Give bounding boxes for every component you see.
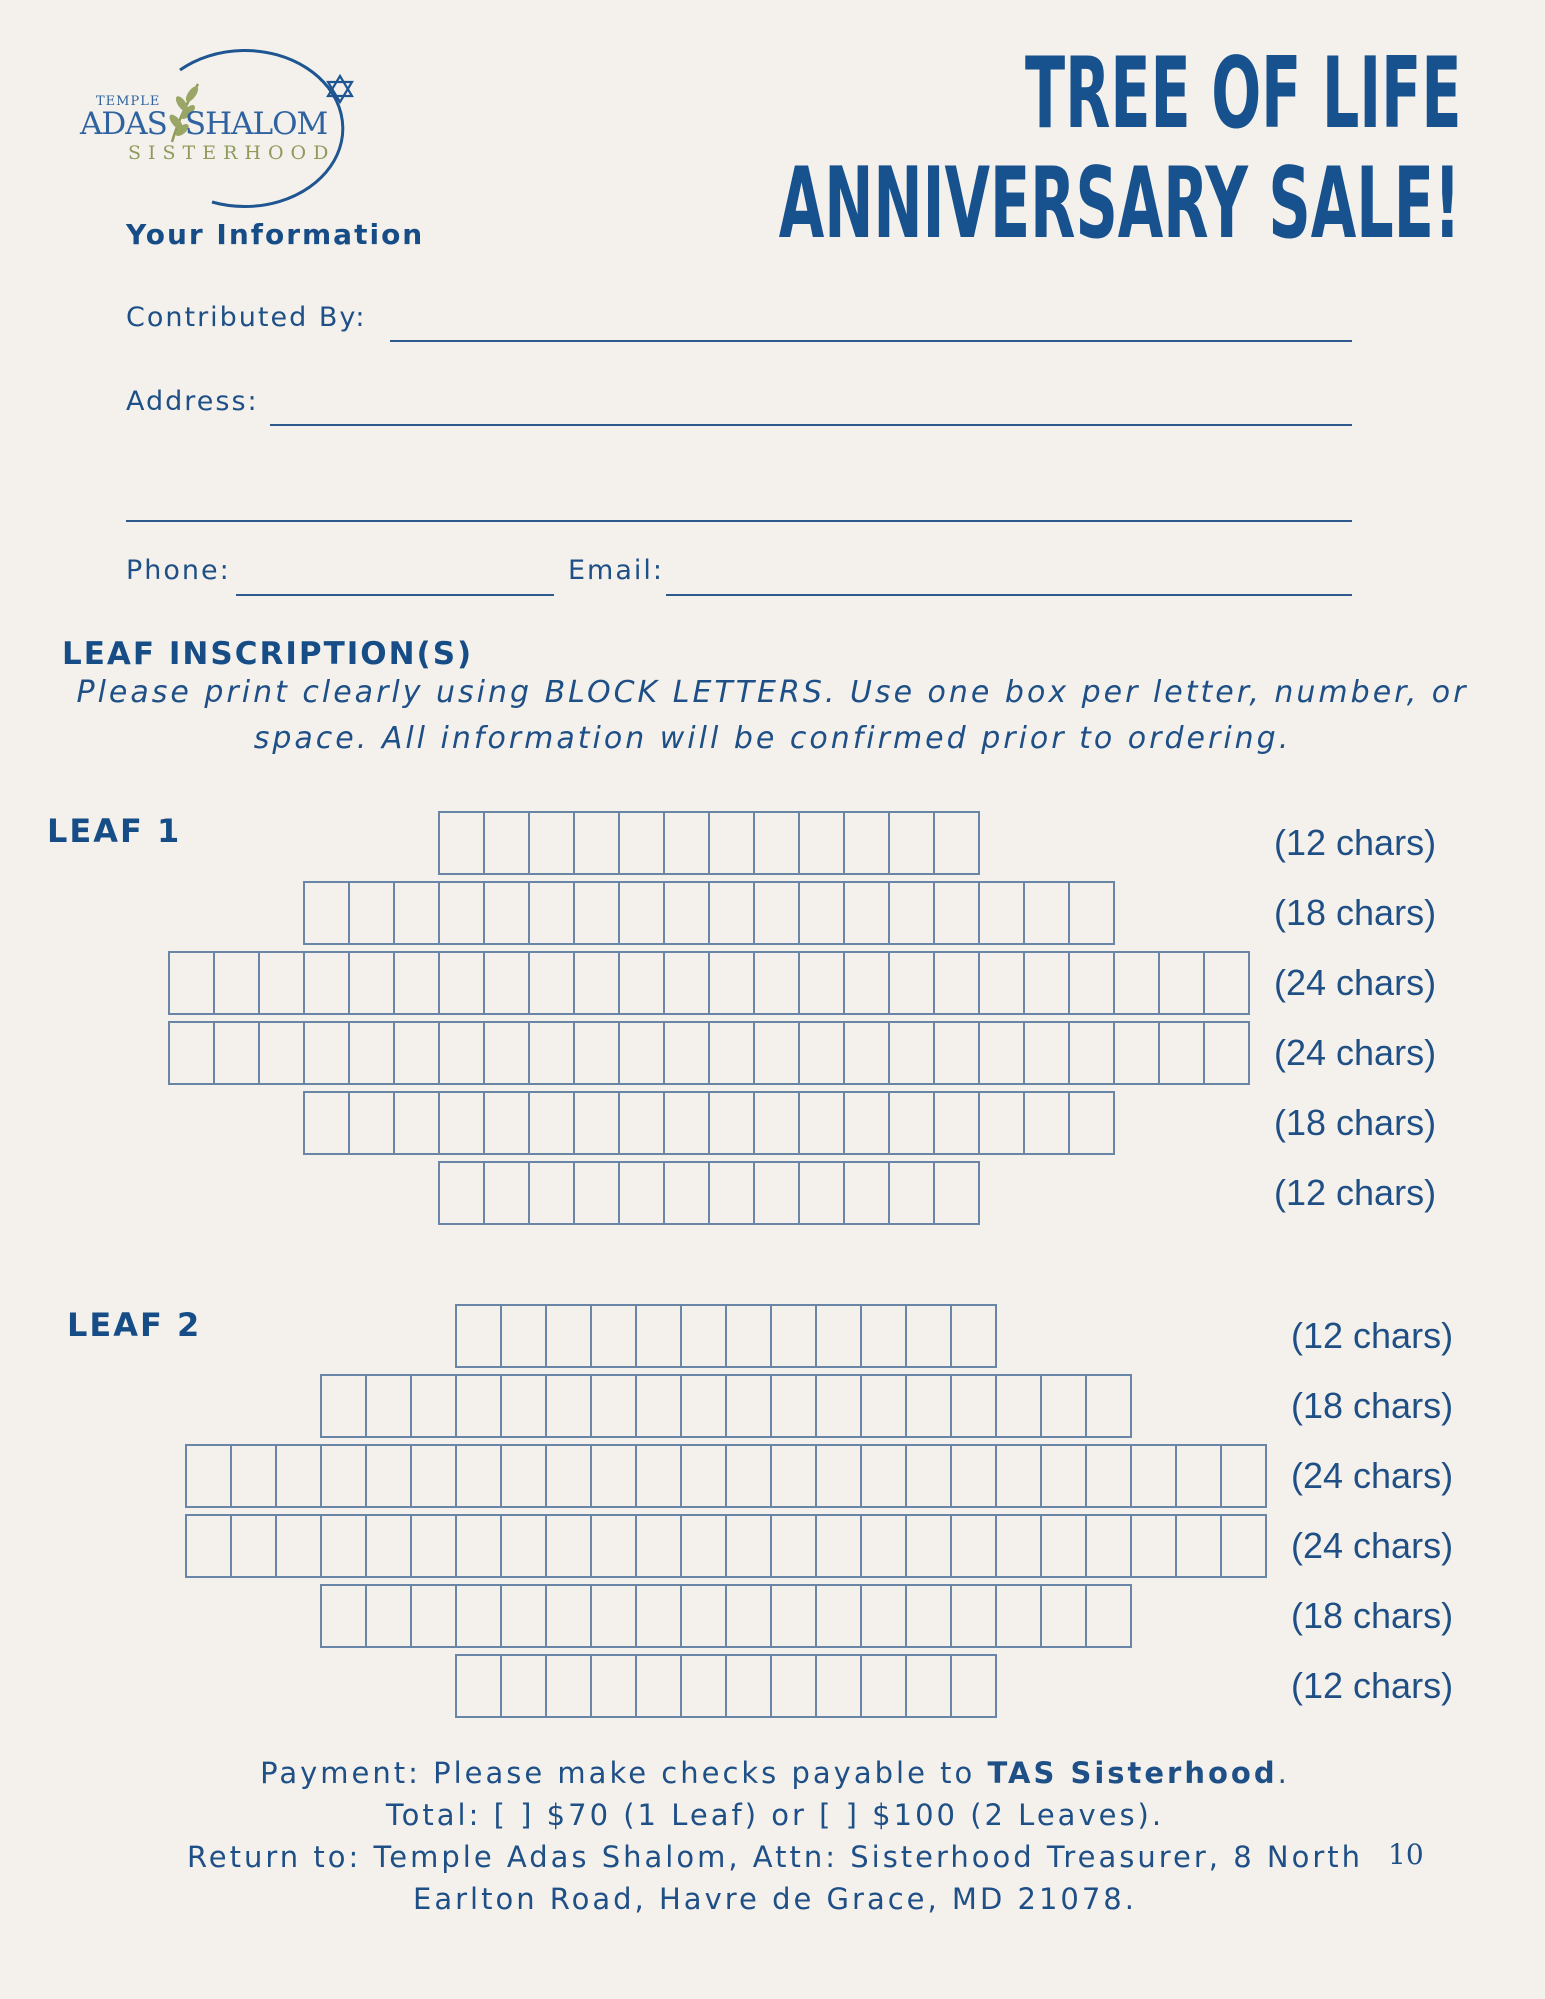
row-char-count-label: (24 chars) [1274, 1032, 1437, 1073]
letter-box[interactable] [933, 1161, 980, 1225]
leaf-2-row-6 [455, 1654, 995, 1718]
letter-box[interactable] [725, 1304, 772, 1368]
letter-box[interactable] [753, 1161, 800, 1225]
letter-box[interactable] [798, 881, 845, 945]
row-char-count-label: (18 chars) [1291, 1385, 1454, 1426]
letter-box[interactable] [798, 1161, 845, 1225]
letter-box[interactable] [438, 1021, 485, 1085]
letter-box[interactable] [303, 951, 350, 1015]
return-line-2: Earlton Road, Havre de Grace, MD 21078. [413, 1882, 1137, 1916]
letter-box[interactable] [303, 1021, 350, 1085]
letter-box[interactable] [258, 1021, 305, 1085]
letter-box[interactable] [888, 1021, 935, 1085]
star-of-david-icon [325, 74, 355, 104]
letter-box[interactable] [905, 1654, 952, 1718]
letter-box[interactable] [663, 1021, 710, 1085]
letter-box[interactable] [950, 1584, 997, 1648]
letter-box[interactable] [950, 1514, 997, 1578]
row-char-count-label: (18 chars) [1291, 1595, 1454, 1636]
letter-box[interactable] [798, 1021, 845, 1085]
letter-box[interactable] [725, 1444, 772, 1508]
letter-box[interactable] [185, 1514, 232, 1578]
letter-box[interactable] [995, 1374, 1042, 1438]
letter-box[interactable] [528, 811, 575, 875]
letter-box[interactable] [680, 1444, 727, 1508]
letter-box[interactable] [545, 1654, 592, 1718]
logo-temple-text: TEMPLE [96, 94, 161, 109]
letter-box[interactable] [1040, 1584, 1087, 1648]
letter-box[interactable] [483, 811, 530, 875]
letter-box[interactable] [860, 1374, 907, 1438]
letter-box[interactable] [348, 1021, 395, 1085]
letter-box[interactable] [573, 951, 620, 1015]
letter-box[interactable] [618, 1021, 665, 1085]
letter-box[interactable] [348, 951, 395, 1015]
letter-box[interactable] [843, 881, 890, 945]
row-char-count-label: (12 chars) [1274, 1172, 1437, 1213]
payment-instructions [130, 1752, 1420, 1920]
letter-box[interactable] [438, 811, 485, 875]
letter-box[interactable] [618, 881, 665, 945]
leaf-2-row-1 [455, 1304, 995, 1368]
letter-box[interactable] [545, 1514, 592, 1578]
letter-box[interactable] [888, 951, 935, 1015]
leaf-2-row-4 [185, 1514, 1265, 1578]
leaf-1-row-3 [168, 951, 1248, 1015]
address-label: Address: [126, 386, 259, 417]
letter-box[interactable] [753, 881, 800, 945]
letter-box[interactable] [815, 1444, 862, 1508]
letter-box[interactable] [410, 1444, 457, 1508]
letter-box[interactable] [365, 1584, 412, 1648]
letter-box[interactable] [528, 1161, 575, 1225]
letter-box[interactable] [365, 1444, 412, 1508]
letter-box[interactable] [185, 1444, 232, 1508]
letter-box[interactable] [1085, 1514, 1132, 1578]
letter-box[interactable] [500, 1514, 547, 1578]
letter-box[interactable] [483, 1161, 530, 1225]
letter-box[interactable] [1023, 951, 1070, 1015]
letter-box[interactable] [1040, 1374, 1087, 1438]
letter-box[interactable] [815, 1304, 862, 1368]
letter-box[interactable] [860, 1444, 907, 1508]
row-char-count-label: (24 chars) [1291, 1525, 1454, 1566]
email-field[interactable] [666, 594, 1352, 596]
inscription-instructions: Please print clearly using BLOCK LETTERS. Use one box per letter, number, or space. All information will be confirmed prior to ordering. [76, 675, 1469, 756]
letter-box[interactable] [933, 881, 980, 945]
row-char-count-label: (12 chars) [1291, 1315, 1454, 1356]
letter-box[interactable] [455, 1514, 502, 1578]
letter-box[interactable] [168, 951, 215, 1015]
letter-box[interactable] [843, 1021, 890, 1085]
letter-box[interactable] [933, 951, 980, 1015]
letter-box[interactable] [815, 1374, 862, 1438]
letter-box[interactable] [753, 1021, 800, 1085]
leaf-2-row-2 [320, 1374, 1130, 1438]
letter-box[interactable] [545, 1584, 592, 1648]
letter-box[interactable] [708, 1021, 755, 1085]
letter-box[interactable] [978, 951, 1025, 1015]
letter-box[interactable] [635, 1304, 682, 1368]
letter-box[interactable] [320, 1444, 367, 1508]
letter-box[interactable] [905, 1584, 952, 1648]
letter-box[interactable] [393, 881, 440, 945]
letter-box[interactable] [978, 1021, 1025, 1085]
leaf-2-row-3 [185, 1444, 1265, 1508]
letter-box[interactable] [1203, 1021, 1250, 1085]
letter-box[interactable] [663, 881, 710, 945]
letter-box[interactable] [1158, 1021, 1205, 1085]
letter-box[interactable] [393, 1091, 440, 1155]
leaf-1-row-2 [303, 881, 1113, 945]
letter-box[interactable] [573, 811, 620, 875]
letter-box[interactable] [1085, 1374, 1132, 1438]
letter-box[interactable] [843, 951, 890, 1015]
letter-box[interactable] [393, 951, 440, 1015]
letter-box[interactable] [365, 1374, 412, 1438]
letter-box[interactable] [590, 1584, 637, 1648]
letter-box[interactable] [1203, 951, 1250, 1015]
email-label: Email: [568, 555, 665, 586]
return-line-1: Return to: Temple Adas Shalom, Attn: Sisterhood Treasurer, 8 North [186, 1840, 1364, 1874]
letter-box[interactable] [438, 1161, 485, 1225]
address-field-line-1[interactable] [270, 424, 1352, 426]
letter-box[interactable] [483, 1021, 530, 1085]
payee-name: TAS Sisterhood [987, 1756, 1278, 1790]
letter-box[interactable] [770, 1654, 817, 1718]
letter-box[interactable] [1220, 1444, 1267, 1508]
page-title-line-1: TREE OF LIFE [1024, 37, 1461, 151]
row-char-count-label: (24 chars) [1274, 962, 1437, 1003]
total-line: Total: [ ] $70 (1 Leaf) or [ ] $100 (2 Leaves). [385, 1798, 1165, 1832]
letter-box[interactable] [708, 881, 755, 945]
letter-box[interactable] [635, 1374, 682, 1438]
letter-box[interactable] [545, 1304, 592, 1368]
letter-box[interactable] [860, 1514, 907, 1578]
letter-box[interactable] [590, 1444, 637, 1508]
letter-box[interactable] [320, 1374, 367, 1438]
leaf-1-row-5 [303, 1091, 1113, 1155]
letter-box[interactable] [1085, 1584, 1132, 1648]
letter-box[interactable] [680, 1304, 727, 1368]
letter-box[interactable] [635, 1654, 682, 1718]
address-field-line-2[interactable] [126, 520, 1352, 522]
row-char-count-label: (18 chars) [1274, 1102, 1437, 1143]
letter-box[interactable] [950, 1304, 997, 1368]
letter-box[interactable] [663, 1161, 710, 1225]
leaf-1-label: LEAF 1 [47, 812, 182, 850]
letter-box[interactable] [1023, 1021, 1070, 1085]
row-char-count-label: (18 chars) [1274, 892, 1437, 933]
letter-box[interactable] [303, 881, 350, 945]
letter-box[interactable] [320, 1584, 367, 1648]
letter-box[interactable] [680, 1374, 727, 1438]
letter-box[interactable] [995, 1444, 1042, 1508]
letter-box[interactable] [500, 1444, 547, 1508]
letter-box[interactable] [438, 881, 485, 945]
letter-box[interactable] [708, 951, 755, 1015]
letter-box[interactable] [590, 1514, 637, 1578]
letter-box[interactable] [708, 1161, 755, 1225]
letter-box[interactable] [635, 1444, 682, 1508]
letter-box[interactable] [455, 1584, 502, 1648]
letter-box[interactable] [1130, 1444, 1177, 1508]
page-number: 10 [1388, 1838, 1424, 1871]
letter-box[interactable] [303, 1091, 350, 1155]
letter-box[interactable] [573, 1161, 620, 1225]
letter-box[interactable] [213, 951, 260, 1015]
letter-box[interactable] [663, 811, 710, 875]
letter-box[interactable] [1175, 1514, 1222, 1578]
letter-box[interactable] [933, 811, 980, 875]
letter-box[interactable] [455, 1654, 502, 1718]
letter-box[interactable] [590, 1374, 637, 1438]
contributed-by-label: Contributed By: [126, 302, 367, 333]
phone-label: Phone: [126, 555, 231, 586]
letter-box[interactable] [1085, 1444, 1132, 1508]
logo-name [80, 106, 327, 142]
letter-box[interactable] [438, 1091, 485, 1155]
letter-box[interactable] [815, 1584, 862, 1648]
payment-prefix: Payment: Please make checks payable to [260, 1756, 988, 1790]
letter-box[interactable] [1068, 1091, 1115, 1155]
letter-box[interactable] [753, 811, 800, 875]
letter-box[interactable] [888, 811, 935, 875]
letter-box[interactable] [573, 881, 620, 945]
letter-box[interactable] [230, 1514, 277, 1578]
letter-box[interactable] [770, 1444, 817, 1508]
letter-box[interactable] [725, 1654, 772, 1718]
letter-box[interactable] [905, 1374, 952, 1438]
letter-box[interactable] [438, 951, 485, 1015]
letter-box[interactable] [258, 951, 305, 1015]
letter-box[interactable] [1040, 1444, 1087, 1508]
letter-box[interactable] [348, 881, 395, 945]
logo-sisterhood-text: SISTERHOOD [128, 142, 336, 164]
letter-box[interactable] [528, 951, 575, 1015]
leaf-inscriptions-heading: LEAF INSCRIPTION(S) [62, 636, 474, 672]
letter-box[interactable] [725, 1584, 772, 1648]
letter-box[interactable] [860, 1584, 907, 1648]
letter-box[interactable] [860, 1654, 907, 1718]
letter-box[interactable] [410, 1584, 457, 1648]
letter-box[interactable] [365, 1514, 412, 1578]
letter-box[interactable] [933, 1021, 980, 1085]
letter-box[interactable] [815, 1654, 862, 1718]
letter-box[interactable] [933, 1091, 980, 1155]
letter-box[interactable] [483, 881, 530, 945]
letter-box[interactable] [708, 811, 755, 875]
letter-box[interactable] [753, 1091, 800, 1155]
letter-box[interactable] [590, 1654, 637, 1718]
letter-box[interactable] [635, 1584, 682, 1648]
leaf-2-label: LEAF 2 [67, 1306, 202, 1344]
letter-box[interactable] [545, 1374, 592, 1438]
letter-box[interactable] [455, 1444, 502, 1508]
letter-box[interactable] [798, 1091, 845, 1155]
letter-box[interactable] [528, 1091, 575, 1155]
letter-box[interactable] [1023, 881, 1070, 945]
row-char-count-label: (24 chars) [1291, 1455, 1454, 1496]
letter-box[interactable] [950, 1654, 997, 1718]
letter-box[interactable] [410, 1374, 457, 1438]
letter-box[interactable] [770, 1584, 817, 1648]
letter-box[interactable] [798, 951, 845, 1015]
row-char-count-label: (12 chars) [1291, 1665, 1454, 1706]
letter-box[interactable] [770, 1304, 817, 1368]
letter-box[interactable] [455, 1374, 502, 1438]
letter-box[interactable] [798, 811, 845, 875]
letter-box[interactable] [843, 1091, 890, 1155]
letter-box[interactable] [888, 1161, 935, 1225]
letter-box[interactable] [860, 1304, 907, 1368]
letter-box[interactable] [528, 881, 575, 945]
letter-box[interactable] [500, 1584, 547, 1648]
letter-box[interactable] [888, 1091, 935, 1155]
letter-box[interactable] [483, 951, 530, 1015]
payment-suffix: . [1277, 1756, 1290, 1790]
letter-box[interactable] [843, 811, 890, 875]
letter-box[interactable] [1113, 1021, 1160, 1085]
leaf-1-row-4 [168, 1021, 1248, 1085]
leaf-1-row-6 [438, 1161, 978, 1225]
letter-box[interactable] [725, 1514, 772, 1578]
letter-box[interactable] [978, 881, 1025, 945]
logo-name-left: ADAS [80, 106, 167, 142]
letter-box[interactable] [663, 951, 710, 1015]
letter-box[interactable] [1175, 1444, 1222, 1508]
letter-box[interactable] [1068, 951, 1115, 1015]
letter-box[interactable] [1130, 1514, 1177, 1578]
letter-box[interactable] [905, 1444, 952, 1508]
your-information-heading: Your Information [126, 218, 425, 251]
letter-box[interactable] [905, 1304, 952, 1368]
letter-box[interactable] [230, 1444, 277, 1508]
logo-name-right: SHALOM [184, 106, 328, 142]
letter-box[interactable] [1068, 881, 1115, 945]
letter-box[interactable] [618, 1161, 665, 1225]
letter-box[interactable] [500, 1654, 547, 1718]
letter-box[interactable] [995, 1584, 1042, 1648]
letter-box[interactable] [545, 1444, 592, 1508]
letter-box[interactable] [410, 1514, 457, 1578]
letter-box[interactable] [500, 1374, 547, 1438]
letter-box[interactable] [573, 1091, 620, 1155]
letter-box[interactable] [950, 1374, 997, 1438]
letter-box[interactable] [573, 1021, 620, 1085]
letter-box[interactable] [213, 1021, 260, 1085]
letter-box[interactable] [978, 1091, 1025, 1155]
letter-box[interactable] [1040, 1514, 1087, 1578]
sisterhood-logo [70, 42, 370, 212]
row-char-count-label: (12 chars) [1274, 822, 1437, 863]
letter-box[interactable] [708, 1091, 755, 1155]
letter-box[interactable] [1023, 1091, 1070, 1155]
letter-box[interactable] [275, 1514, 322, 1578]
payment-line [130, 1752, 1420, 1794]
letter-box[interactable] [663, 1091, 710, 1155]
letter-box[interactable] [393, 1021, 440, 1085]
letter-box[interactable] [618, 951, 665, 1015]
letter-box[interactable] [950, 1444, 997, 1508]
letter-box[interactable] [1158, 951, 1205, 1015]
letter-box[interactable] [618, 811, 665, 875]
letter-box[interactable] [168, 1021, 215, 1085]
page-title-line-2: ANNIVERSARY SALE! [778, 147, 1461, 261]
letter-box[interactable] [635, 1514, 682, 1578]
letter-box[interactable] [680, 1584, 727, 1648]
letter-box[interactable] [995, 1514, 1042, 1578]
letter-box[interactable] [483, 1091, 530, 1155]
letter-box[interactable] [348, 1091, 395, 1155]
letter-box[interactable] [1068, 1021, 1115, 1085]
contributed-by-field[interactable] [390, 340, 1352, 342]
letter-box[interactable] [500, 1304, 547, 1368]
letter-box[interactable] [1220, 1514, 1267, 1578]
phone-field[interactable] [236, 594, 554, 596]
letter-box[interactable] [725, 1374, 772, 1438]
letter-box[interactable] [275, 1444, 322, 1508]
letter-box[interactable] [770, 1374, 817, 1438]
leaf-1-row-1 [438, 811, 978, 875]
letter-box[interactable] [618, 1091, 665, 1155]
letter-box[interactable] [680, 1654, 727, 1718]
letter-box[interactable] [815, 1514, 862, 1578]
letter-box[interactable] [680, 1514, 727, 1578]
letter-box[interactable] [320, 1514, 367, 1578]
letter-box[interactable] [1113, 951, 1160, 1015]
letter-box[interactable] [455, 1304, 502, 1368]
letter-box[interactable] [590, 1304, 637, 1368]
letter-box[interactable] [528, 1021, 575, 1085]
letter-box[interactable] [843, 1161, 890, 1225]
letter-box[interactable] [753, 951, 800, 1015]
letter-box[interactable] [770, 1514, 817, 1578]
letter-box[interactable] [888, 881, 935, 945]
leaf-2-row-5 [320, 1584, 1130, 1648]
letter-box[interactable] [905, 1514, 952, 1578]
